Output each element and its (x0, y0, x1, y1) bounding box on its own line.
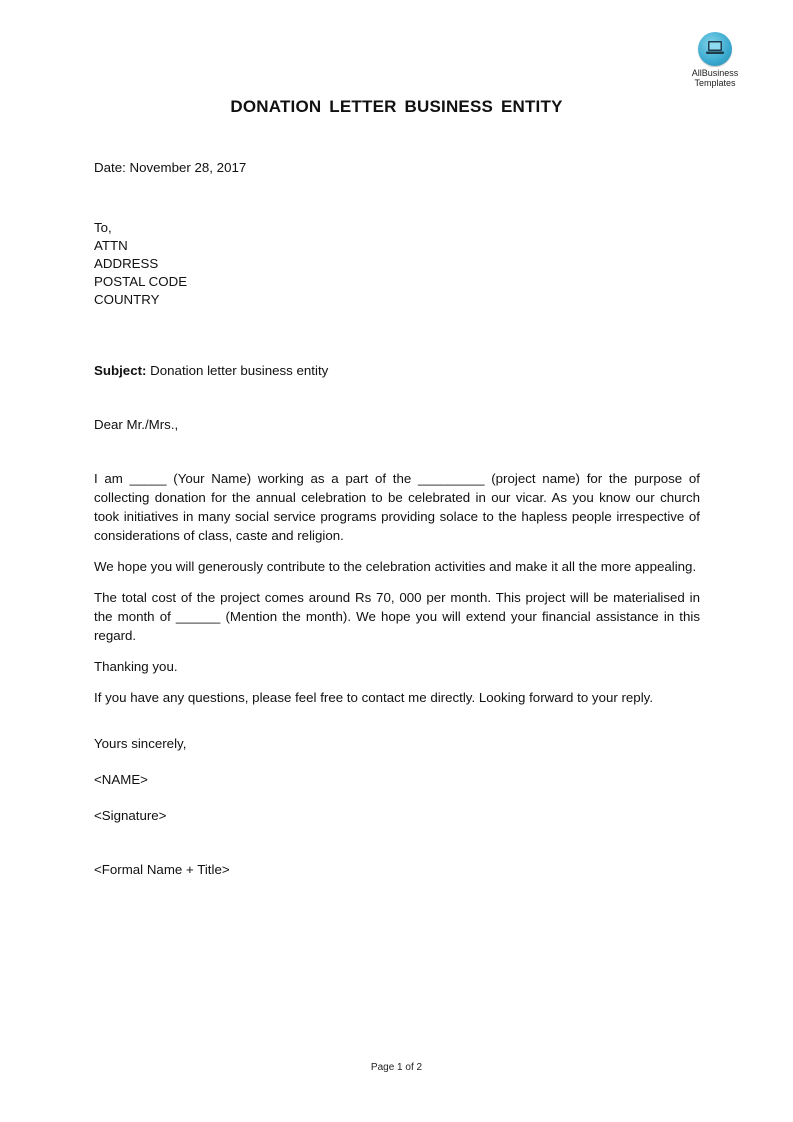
body-paragraph: I am _____ (Your Name) working as a part of the _________ (project name) for the purpose of collecting donation for the annual celebration to be celebrated in our vicar. As you know our church took initiatives in many social service programs providing solace to the hapless people irrespective of considerations of class, caste and religion. (94, 471, 700, 543)
laptop-icon (698, 32, 732, 66)
subject-text: Donation letter business entity (146, 363, 329, 378)
allbusiness-logo (680, 32, 750, 88)
closing: Yours sincerely, (94, 736, 187, 751)
subject-label: Subject: (94, 363, 147, 378)
page-number: Page 1 of 2 (370, 1062, 423, 1073)
body-paragraph: Thanking you. (94, 659, 178, 674)
logo-line-1: AllBusiness (691, 68, 739, 78)
recipient-block (94, 219, 700, 309)
recipient-postal-code: POSTAL CODE (94, 274, 188, 289)
body-paragraph: The total cost of the project comes around Rs 70, 000 per month. This project will be materialised in the month of ______ (Mention the month). We hope you will extend your financial assistance in this regard. (94, 590, 700, 643)
letter-date: Date: November 28, 2017 (94, 160, 247, 175)
recipient-to: To, (94, 220, 112, 235)
logo-line-2: Templates (694, 78, 736, 88)
document-title: DONATION LETTER BUSINESS ENTITY (230, 97, 563, 116)
signature-placeholder: <Signature> (94, 808, 167, 823)
body-paragraph: We hope you will generously contribute to the celebration activities and make it all the more appealing. (94, 559, 697, 574)
salutation: Dear Mr./Mrs., (94, 417, 179, 432)
subject-line (94, 362, 700, 380)
recipient-attn: ATTN (94, 238, 128, 253)
signature-formal-name: <Formal Name + Title> (94, 862, 230, 877)
body-paragraph: If you have any questions, please feel free to contact me directly. Looking forward to your reply. (94, 690, 654, 705)
recipient-country: COUNTRY (94, 292, 160, 307)
recipient-address: ADDRESS (94, 256, 159, 271)
signature-name: <NAME> (94, 772, 148, 787)
letter-body (94, 469, 700, 719)
